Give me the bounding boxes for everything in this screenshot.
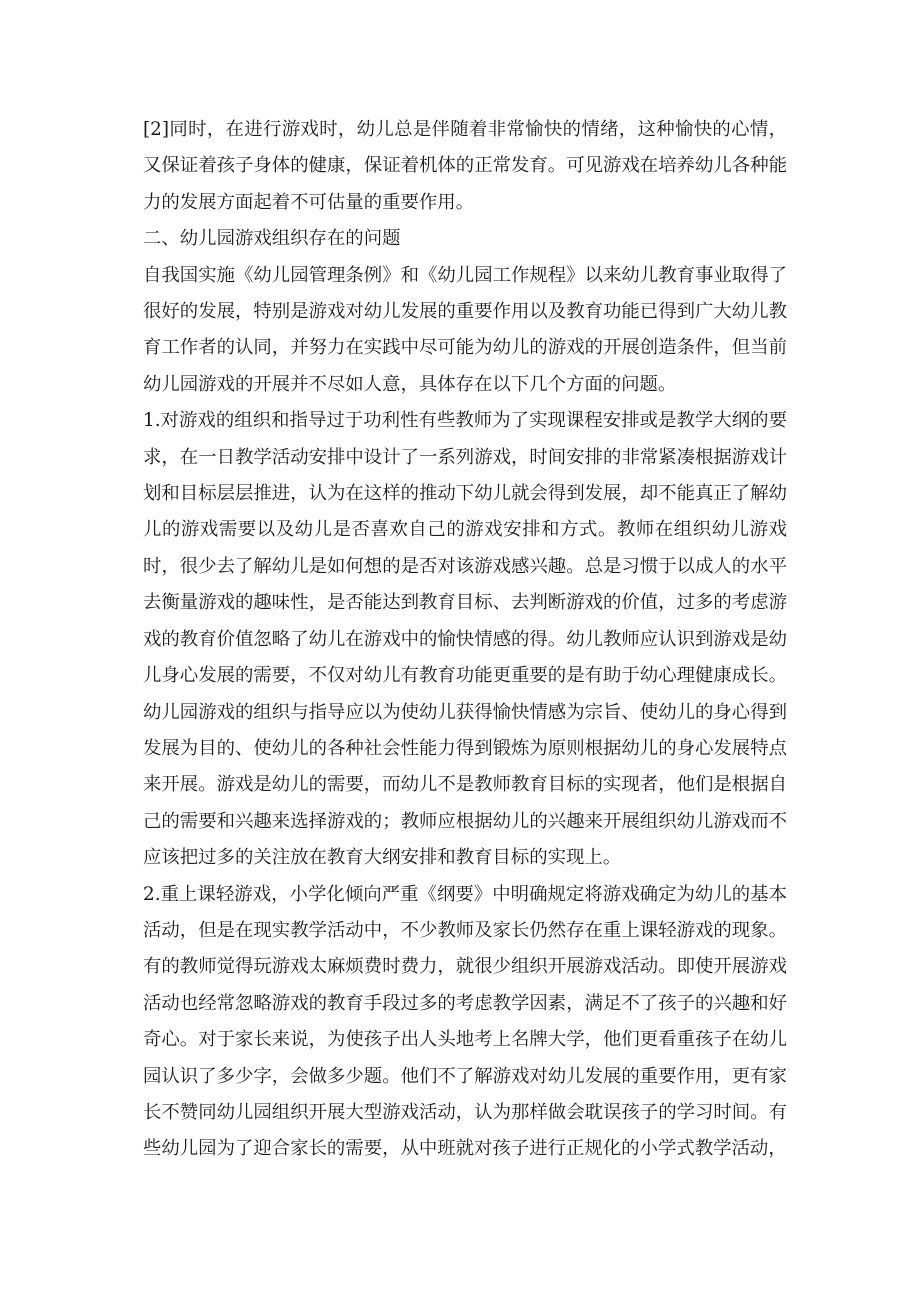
paragraph-problem-2: 2.重上课轻游戏，小学化倾向严重《纲要》中明确规定将游戏确定为幼儿的基本活动，但是在现实教学活动中，不少教师及家长仍然存在重上课轻游戏的现象。有的教师觉得玩游戏太麻烦费时费力，就很少组织开展游戏活动。即使开展游戏活动也经常忽略游戏的教育手段过多的考虑教学因素，满足不了孩子的兴趣和好奇心。对于家长来说，为使孩子出人头地考上名牌大学，他们更看重孩子在幼儿园认识了多少字，会做多少题。他们不了解游戏对幼儿发展的重要作用，更有家长不赞同幼儿园组织开展大型游戏活动，认为那样做会耽误孩子的学习时间。有些幼儿园为了迎合家长的需要，从中班就对孩子进行正规化的小学式教学活动， [143,883,787,1160]
document-body [143,112,787,1168]
section-heading-problems: 二、幼儿园游戏组织存在的问题 [143,228,401,250]
paragraph-intro-continuation: [2]同时，在进行游戏时，幼儿总是伴随着非常愉快的情绪，这种愉快的心情，又保证着孩子身体的健康，保证着机体的正常发育。可见游戏在培养幼儿各种能力的发展方面起着不可估量的重要作用。 [143,119,787,213]
paragraph-problem-1: 1.对游戏的组织和指导过于功利性有些教师为了实现课程安排或是教学大纲的要求，在一日教学活动安排中设计了一系列游戏，时间安排的非常紧凑根据游戏计划和目标层层推进，认为在这样的推动下幼儿就会得到发展，却不能真正了解幼儿的游戏需要以及幼儿是否喜欢自己的游戏安排和方式。教师在组织幼儿游戏时，很少去了解幼儿是如何想的是否对该游戏感兴趣。总是习惯于以成人的水平去衡量游戏的趣味性，是否能达到教育目标、去判断游戏的价值，过多的考虑游戏的教育价值忽略了幼儿在游戏中的愉快情感的得。幼儿教师应认识到游戏是幼儿身心发展的需要，不仅对幼儿有教育功能更重要的是有助于幼心理健康成长。幼儿园游戏的组织与指导应以为使幼儿获得愉快情感为宗旨、使幼儿的身心得到发展为目的、使幼儿的各种社会性能力得到锻炼为原则根据幼儿的身心发展特点来开展。游戏是幼儿的需要，而幼儿不是教师教育目标的实现者，他们是根据自己的需要和兴趣来选择游戏的；教师应根据幼儿的兴趣来开展组织幼儿游戏而不应该把过多的关注放在教育大纲安排和教育目标的实现上。 [143,410,787,869]
paragraph-problems-intro: 自我国实施《幼儿园管理条例》和《幼儿园工作规程》以来幼儿教育事业取得了很好的发展，特别是游戏对幼儿发展的重要作用以及教育功能已得到广大幼儿教育工作者的认同，并努力在实践中尽可能为幼儿的游戏的开展创造条件，但当前幼儿园游戏的开展并不尽如人意，具体存在以下几个方面的问题。 [143,264,787,395]
